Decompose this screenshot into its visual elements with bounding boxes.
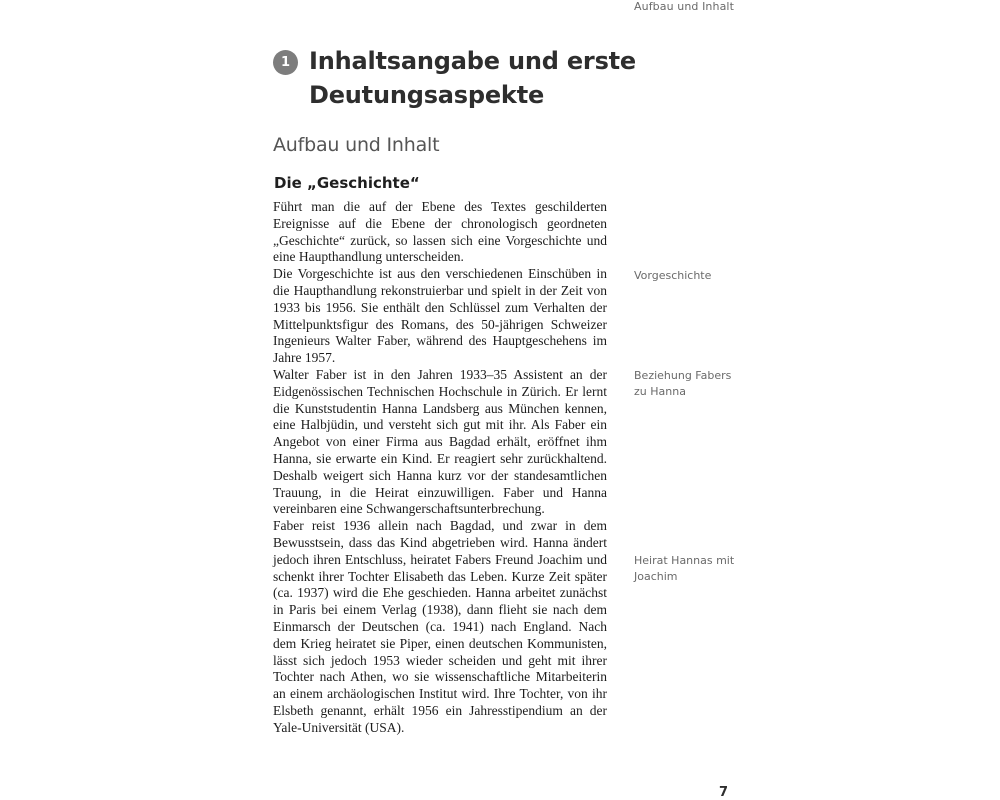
paragraph-vorgeschichte: Die Vorgeschichte ist aus den verschiedenen Einschüben in die Haupthandlung rekonstruierbar und spielt in der Zeit von 1933 bis 1956. Sie enthält den Schlüssel zum Verhalten der Mittelpunktsfigur des Romans, des 50-jährigen Schweizer Ingenieurs Walter Faber, während des Hauptgeschehens im Jahre 1957. — [273, 266, 607, 366]
running-header: Aufbau und Inhalt — [634, 0, 734, 13]
subsection-title: Die „Geschichte“ — [274, 174, 420, 192]
margin-note-beziehung: Beziehung Fabers zu Hanna — [634, 369, 732, 398]
paragraph-beziehung: Walter Faber ist in den Jahren 1933–35 Assistent an der Eidgenössischen Technischen Hochschule in Zürich. Er lernt die Kunststudentin Hanna Landsberg aus München kennen, eine Halbjüdin, und versteht sich gut mit ihr. Als Faber ein Angebot von einer Firma aus Bagdad erhält, eröffnet ihm Hanna, sie erwarte ein Kind. Er reagiert sehr zurückhaltend. Deshalb weigert sich Hanna kurz vor der standesamtlichen Trauung, in die Heirat einzuwilligen. Faber und Hanna vereinbaren eine Schwangerschaftsunterbrechung. — [273, 366, 607, 517]
page-number: 7 — [719, 785, 729, 800]
chapter-number-badge: 1 — [273, 50, 298, 75]
paragraph-heirat: Faber reist 1936 allein nach Bagdad, und zwar in dem Bewusstsein, dass das Kind abgetrieben wird. Hanna ändert jedoch ihren Entschluss, heiratet Fabers Freund Joachim und schenkt ihrer Tochter Elisabeth das Leben. Kurze Zeit später (ca. 1937) wird die Ehe geschieden. Hanna arbeitet zunächst in Paris bei einem Verlag (1938), dann flieht sie nach dem Einmarsch der Deutschen (ca. 1941) nach England. Nach dem Krieg heiratet sie Piper, einen deutschen Kommunisten, lässt sich jedoch 1953 wieder scheiden und geht mit ihrer Tochter nach Athen, wo sie wissenschaftliche Mitarbeiterin an einem archäologischen Institut wird. Ihre Tochter, von ihr Elsbeth genannt, erhält 1956 ein Jahresstipendium an der Yale-Universität (USA). — [273, 518, 607, 735]
paragraph-intro: Führt man die auf der Ebene des Textes geschilderten Ereignisse auf die Ebene der chronologisch geordneten „Geschichte“ zurück, so lassen sich eine Vorgeschichte und eine Haupthandlung unterscheiden. — [273, 199, 607, 265]
margin-note-heirat: Heirat Hannas mit Joachim — [634, 554, 735, 583]
chapter-title: Inhaltsangabe und erste Deutungsaspekte — [309, 47, 637, 109]
body-text — [273, 199, 607, 737]
section-title: Aufbau und Inhalt — [273, 134, 440, 156]
margin-note-vorgeschichte: Vorgeschichte — [634, 269, 712, 282]
